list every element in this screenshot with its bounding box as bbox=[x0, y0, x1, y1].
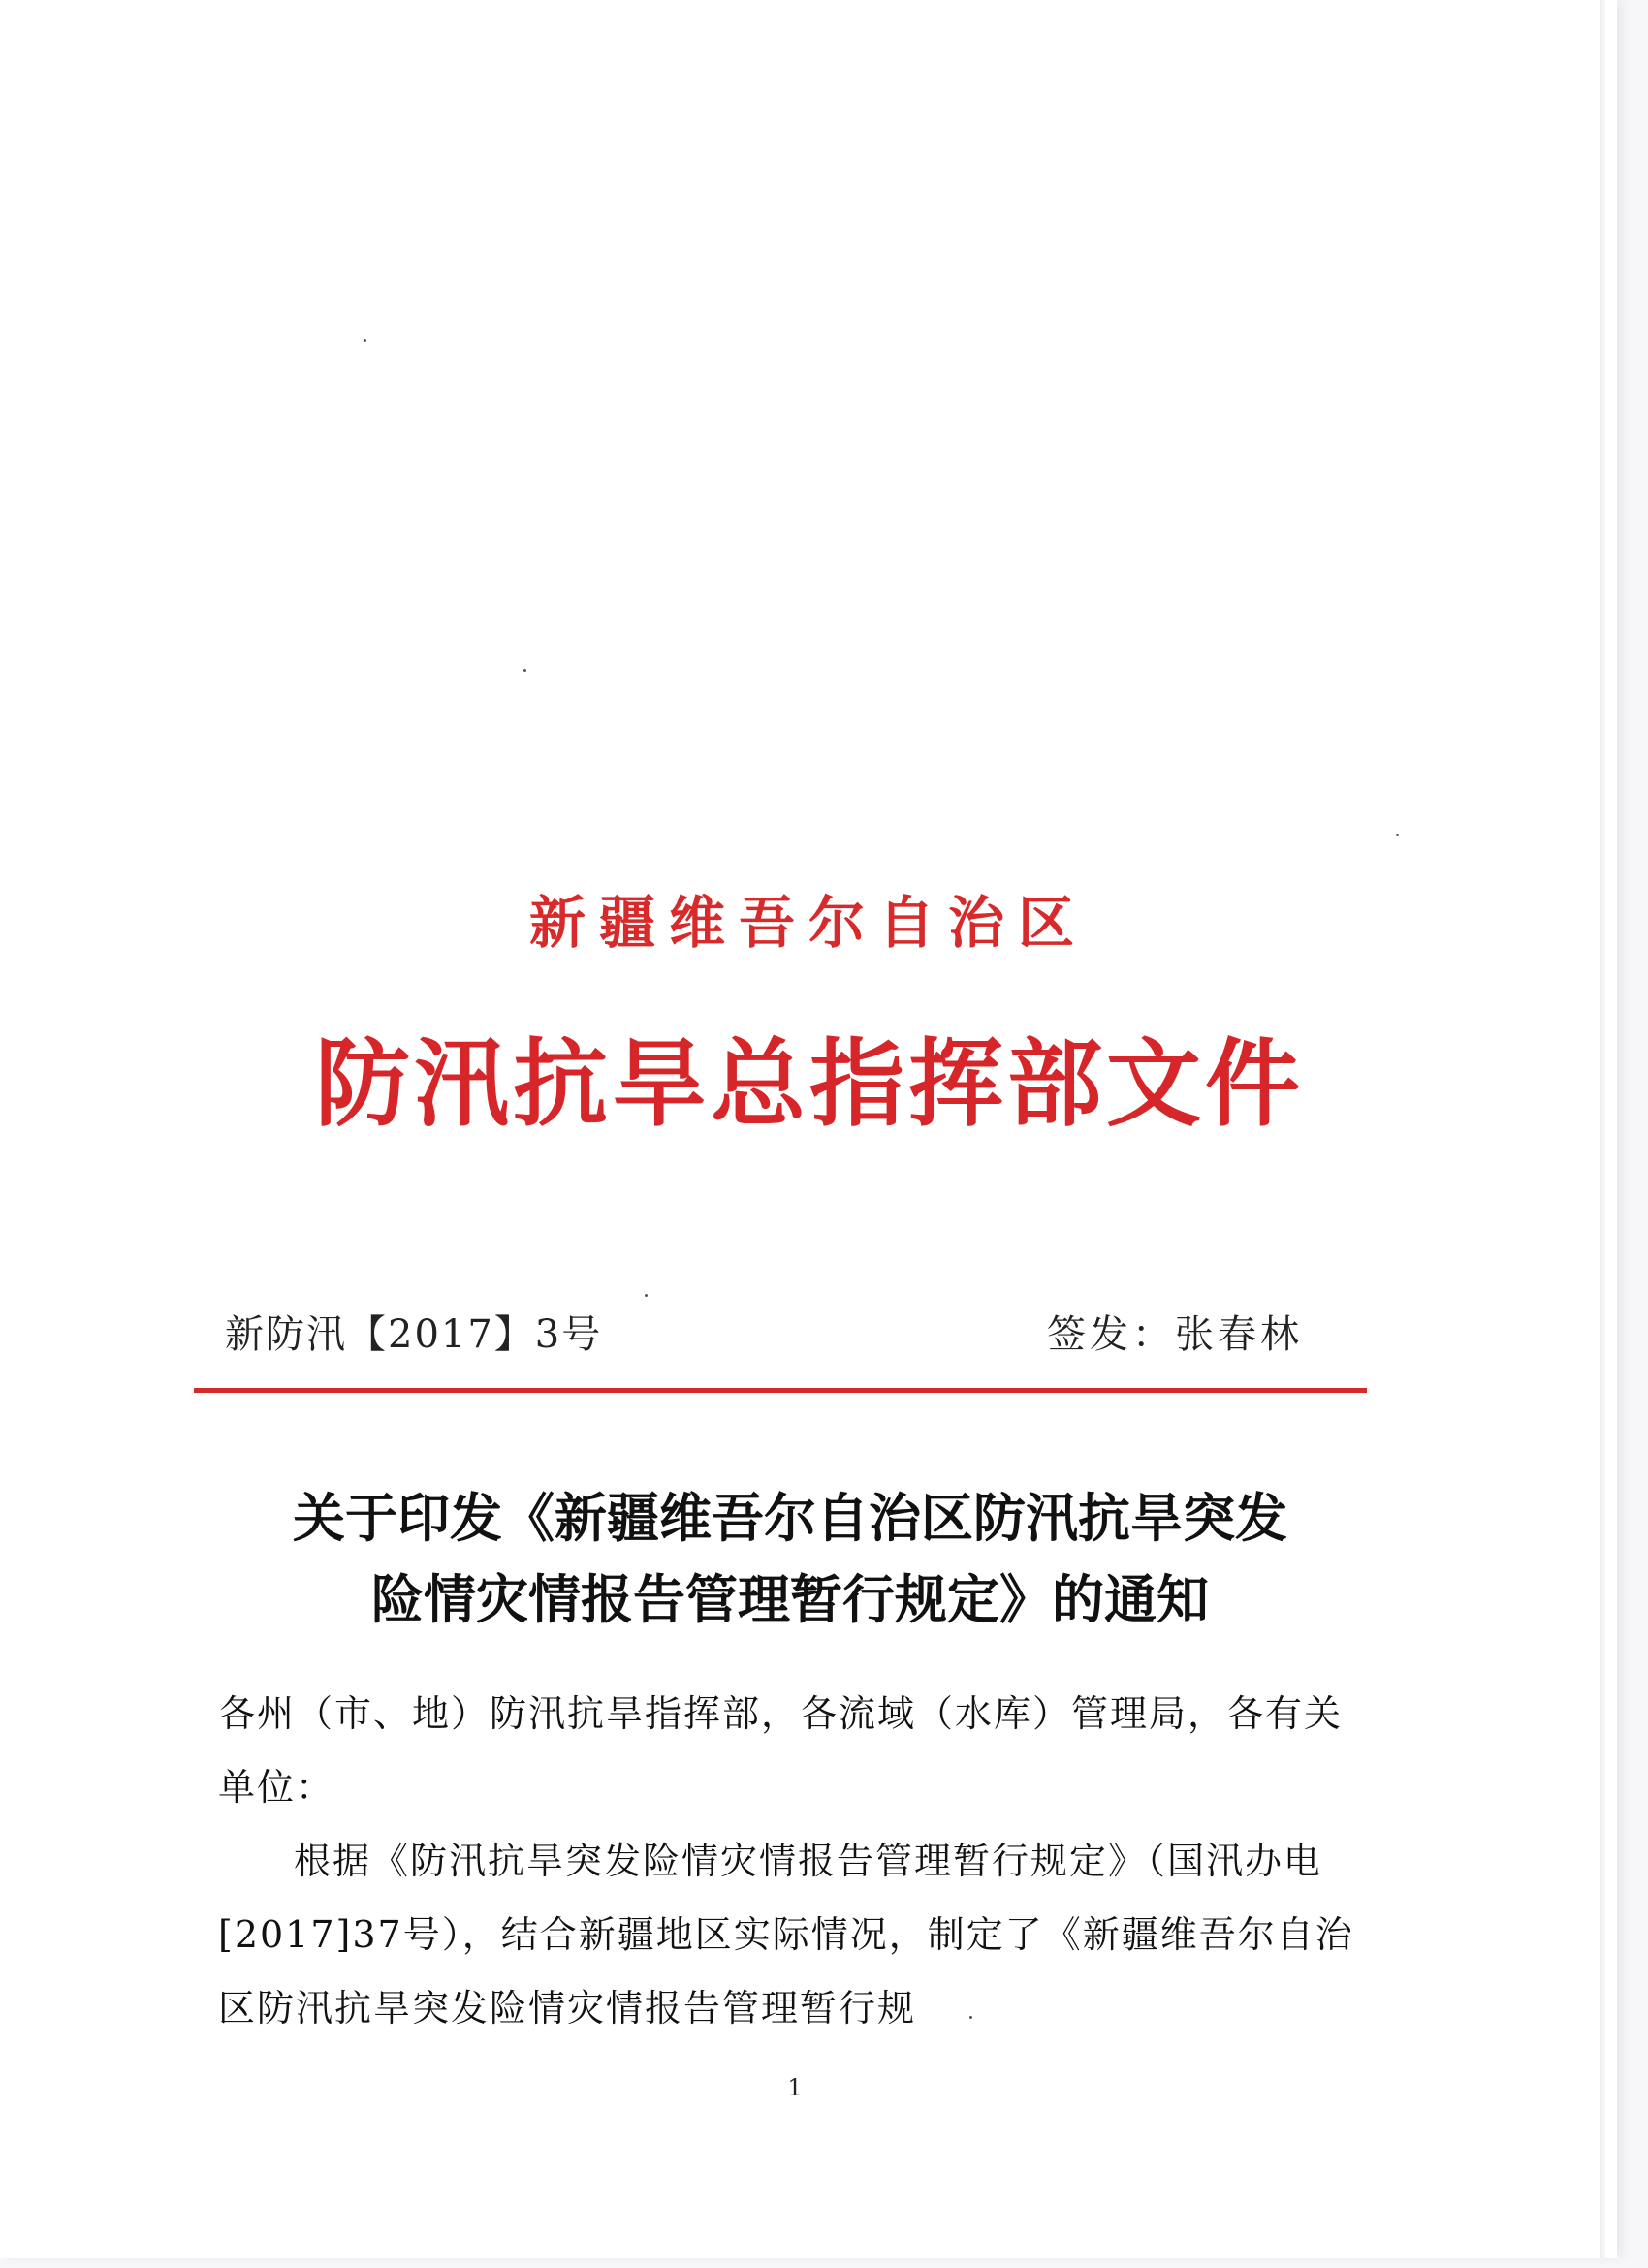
scan-speck bbox=[969, 2016, 972, 2019]
scan-speck bbox=[645, 1294, 648, 1297]
document-number: 新防汛【2017】3号 bbox=[225, 1312, 603, 1357]
scan-speck bbox=[523, 669, 526, 672]
notice-title-line-2: 险情灾情报告管理暂行规定》的通知 bbox=[371, 1569, 1209, 1630]
issuer-name: 新疆维吾尔自治区 bbox=[528, 890, 1088, 956]
notice-title bbox=[204, 1478, 1377, 1641]
scan-speck bbox=[364, 339, 366, 342]
signer: 签发：张春林 bbox=[1047, 1312, 1303, 1357]
notice-title-line-1: 关于印发《新疆维吾尔自治区防汛抗旱突发 bbox=[293, 1488, 1287, 1549]
scan-speck bbox=[1396, 834, 1399, 836]
red-divider-line bbox=[194, 1388, 1367, 1393]
addressee: 各州（市、地）防汛抗旱指挥部，各流域（水库）管理局，各有关单位： bbox=[218, 1692, 1344, 1809]
paper-edge bbox=[1600, 0, 1605, 2258]
body-paragraph: 根据《防汛抗旱突发险情灾情报告管理暂行规定》（国汛办电[2017]37号），结合新疆地区实际情况，制定了《新疆维吾尔自治区防汛抗旱突发险情灾情报告管理暂行规 bbox=[218, 1840, 1354, 2030]
reverse-side-bleed-through bbox=[233, 145, 1338, 390]
notice-body bbox=[218, 1677, 1362, 2045]
document-type-heading: 防汛抗旱总指挥部文件 bbox=[314, 1028, 1304, 1140]
page-number: 1 bbox=[787, 2074, 803, 2101]
